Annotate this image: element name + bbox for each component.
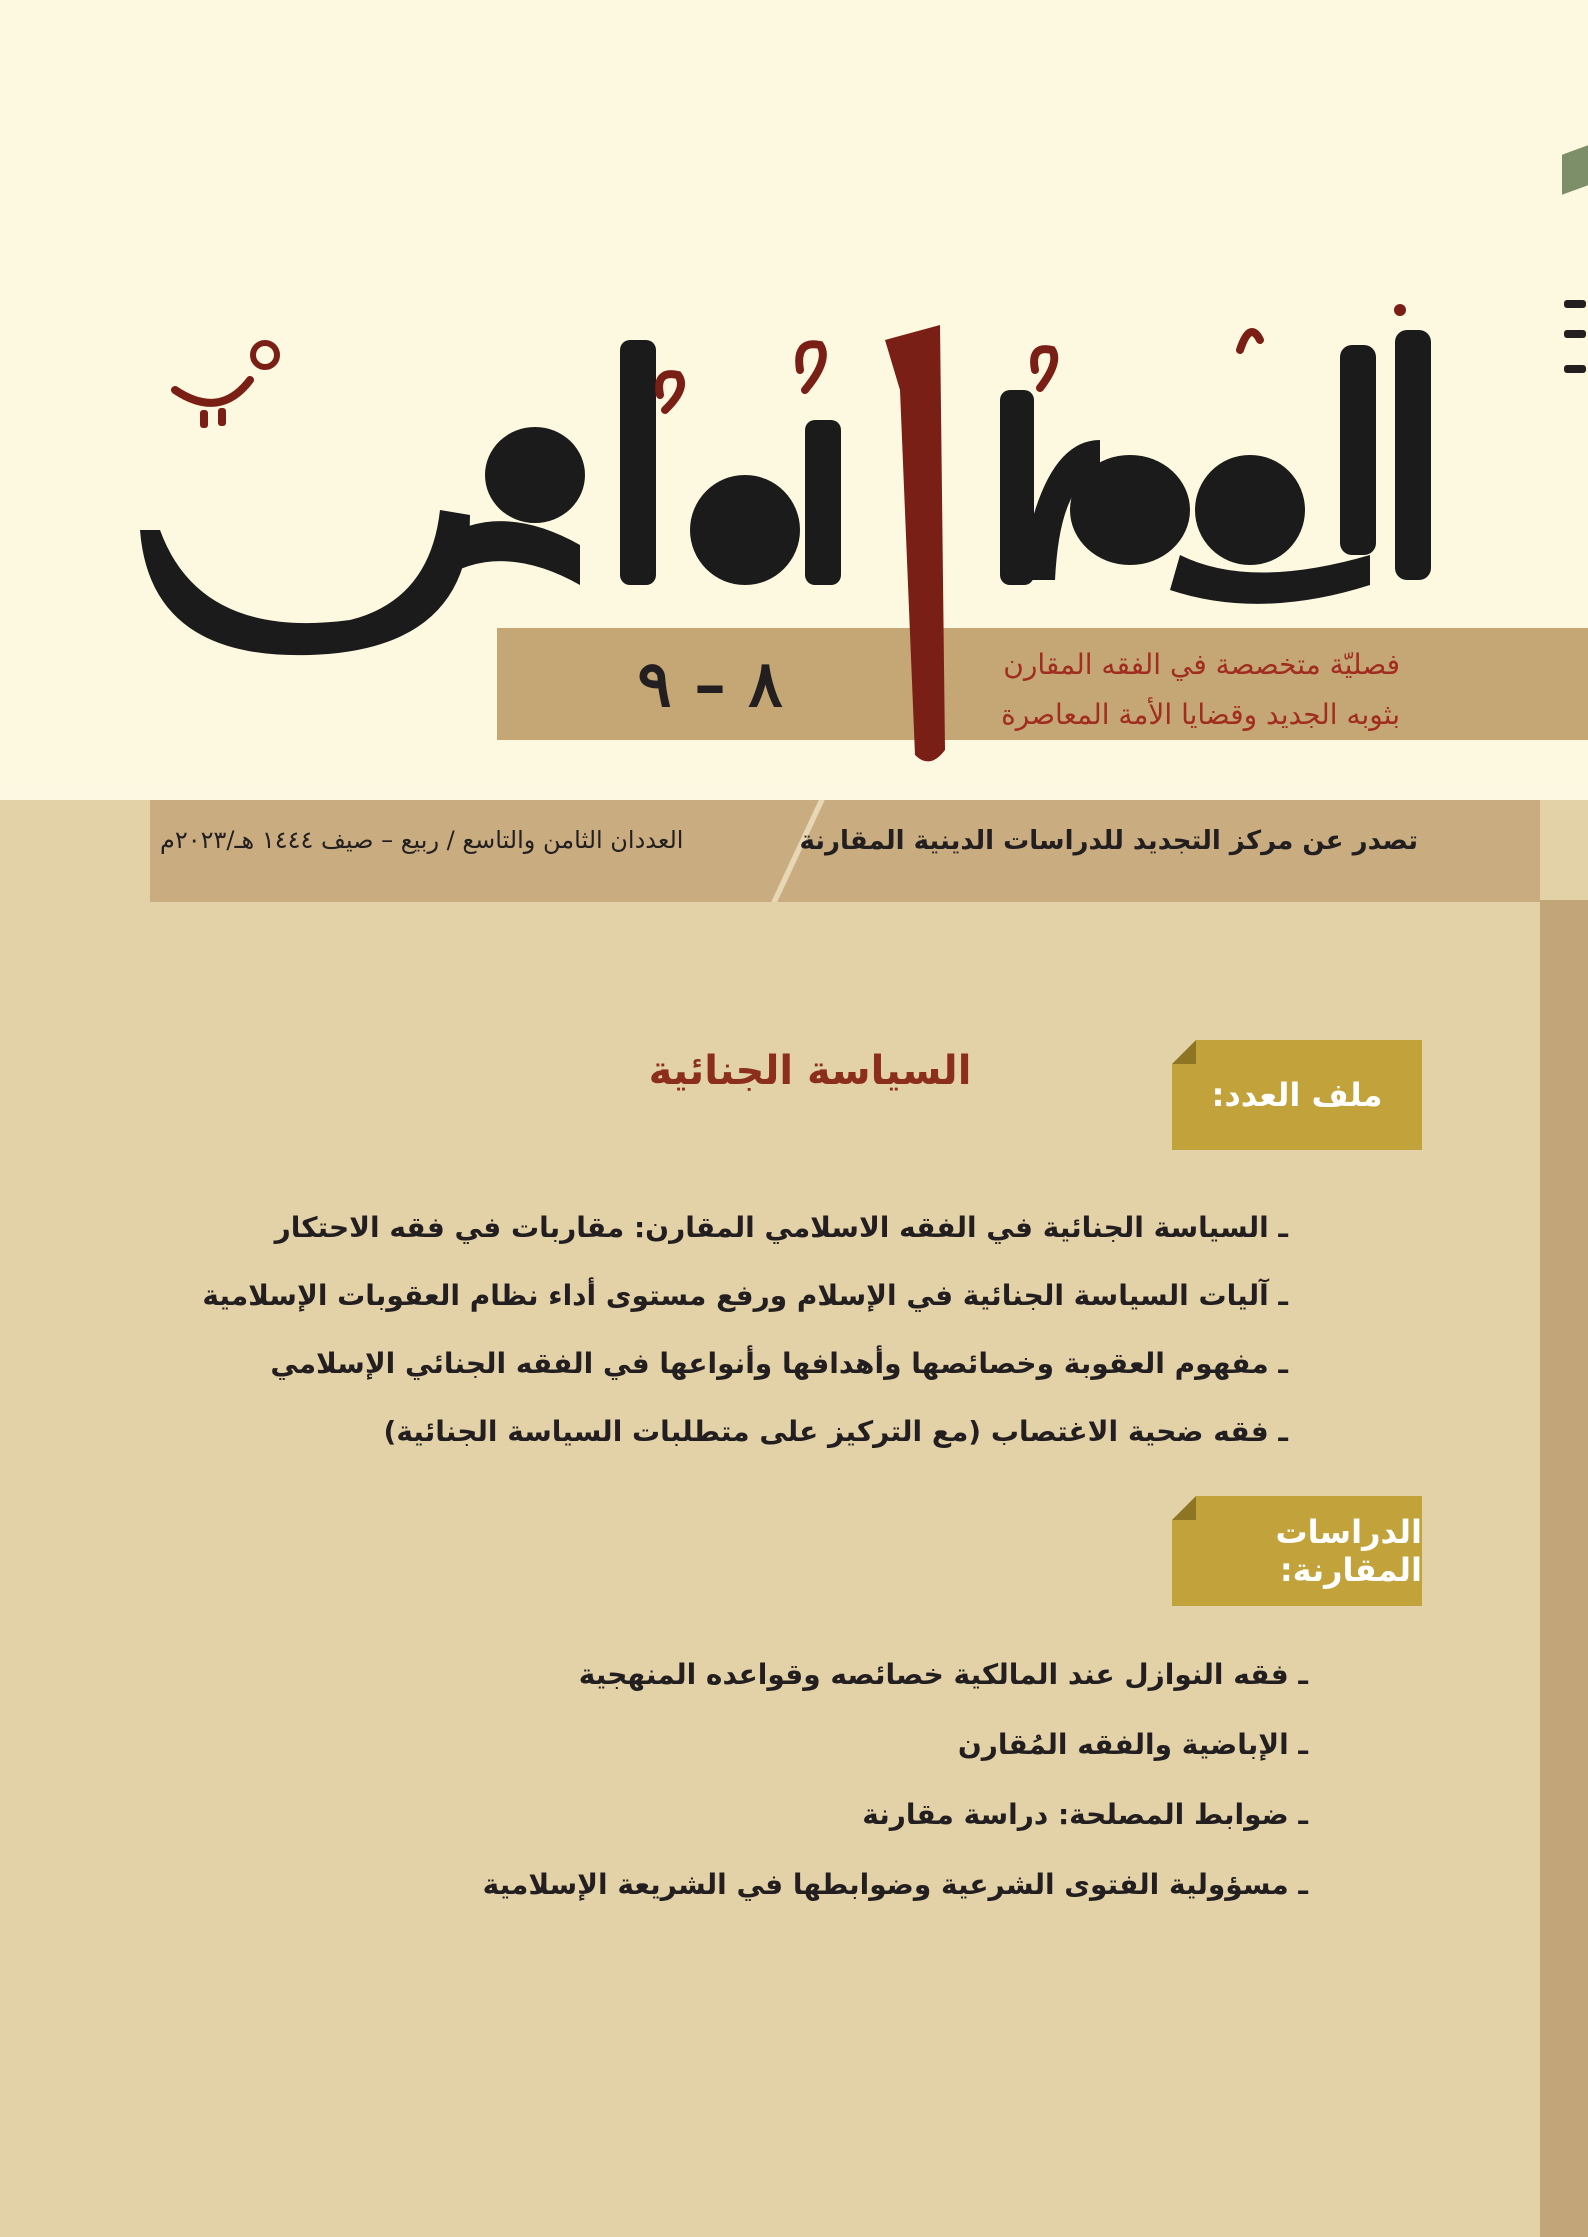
comparative-tag-label: الدراسات المقارنة: <box>1275 1513 1422 1589</box>
spine-mark <box>1564 365 1586 373</box>
tag-fold <box>1172 1040 1196 1064</box>
subtitle-line-1: فصليّة متخصصة في الفقه المقارن <box>1003 648 1400 681</box>
dossier-list <box>202 1194 1288 1466</box>
dossier-tag <box>1172 1040 1422 1150</box>
list-item: ـ مفهوم العقوبة وخصائصها وأهدافها وأنواعها في الفقه الجنائي الإسلامي <box>270 1347 1288 1380</box>
list-item: ـ فقه ضحية الاغتصاب (مع التركيز على متطلبات السياسة الجنائية) <box>383 1415 1288 1448</box>
publisher-text: تصدر عن مركز التجديد للدراسات الدينية المقارنة <box>799 826 1418 856</box>
comparative-list <box>308 1640 1308 1920</box>
list-item: ـ السياسة الجنائية في الفقه الاسلامي المقارن: مقاربات في فقه الاحتكار <box>274 1211 1288 1244</box>
list-item: ـ فقه النوازل عند المالكية خصائصه وقواعده المنهجية <box>578 1658 1308 1691</box>
list-item: ـ آليات السياسة الجنائية في الإسلام ورفع مستوى أداء نظام العقوبات الإسلامية <box>202 1279 1288 1312</box>
list-item: ـ الإباضية والفقه المُقارن <box>957 1728 1308 1761</box>
issue-info: العددان الثامن والتاسع / ربيع – صيف ١٤٤٤ هـ/٢٠٢٣م <box>160 826 684 854</box>
journal-subtitle <box>880 640 1400 740</box>
spine-mark <box>1564 300 1586 308</box>
dossier-tag-label: ملف العدد: <box>1211 1076 1383 1114</box>
spine-ornament <box>1562 145 1588 194</box>
list-item: ـ مسؤولية الفتوى الشرعية وضوابطها في الشريعة الإسلامية <box>482 1868 1308 1901</box>
tag-fold <box>1172 1496 1196 1520</box>
dossier-topic: السياسة الجنائية <box>648 1048 972 1094</box>
masthead-logo <box>140 300 1440 650</box>
list-item: ـ ضوابط المصلحة: دراسة مقارنة <box>862 1798 1308 1831</box>
spine-mark <box>1564 330 1586 338</box>
comparative-tag <box>1172 1496 1422 1606</box>
issue-numbers: ٨ – ٩ <box>637 646 783 722</box>
masthead-calligraphy <box>140 300 1440 650</box>
right-strip <box>1540 900 1588 2237</box>
subtitle-line-2: بثوبه الجديد وقضايا الأمة المعاصرة <box>1001 698 1400 731</box>
